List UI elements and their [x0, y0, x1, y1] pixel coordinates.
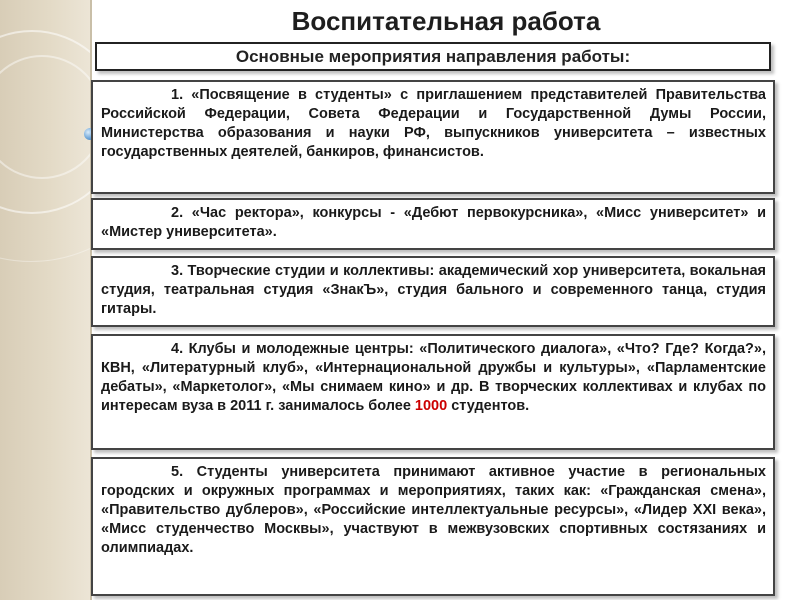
activity-item-3 [91, 256, 775, 327]
activity-text-part: студентов. [447, 398, 530, 414]
activity-text: 1. «Посвящение в студенты» с приглашением представителей Правительства Российской Федерации, Совета Федерации и Государственной Думы России, Министерства образования и науки РФ, выпускников университета – известных государственных деятелей, банкиров, финансистов. [101, 87, 766, 160]
activity-item-5 [91, 457, 775, 596]
decorative-sidebar [0, 0, 90, 600]
activity-item-4 [91, 334, 775, 450]
decorative-ring [0, 55, 90, 179]
activity-text [101, 340, 766, 416]
activity-text-part: 4. Клубы и молодежные центры: «Политического диалога», «Что? Где? Когда?», КВН, «Литературный клуб», «Интернациональной дружбы и культуры», «Парламентские дебаты», «Маркетолог», «Мы снимаем кино» и др. В творческих коллективах и клубах по интересам вуза в 2011 г. занималось более [101, 341, 766, 414]
activity-item-1 [91, 80, 775, 194]
activity-text: 3. Творческие студии и коллективы: академический хор университета, вокальная студия, театральная студия «ЗнакЪ», студия бального и современного танца, студия гитары. [101, 263, 766, 317]
slide-title: Воспитательная работа [291, 6, 601, 36]
activity-text: 2. «Час ректора», конкурсы - «Дебют первокурсника», «Мисс университет» и «Мистер университета». [101, 205, 766, 240]
student-count-highlight: 1000 [414, 398, 448, 414]
slide-subtitle: Основные мероприятия направления работы: [95, 42, 771, 71]
activity-text: 5. Студенты университета принимают активное участие в региональных городских и окружных программах и мероприятиях, таких как: «Гражданская смена», «Правительство дублеров», «Российские интеллектуальные ресурсы», «Лидер XXI века», «Мисс студенчество Москвы», участвуют в межвузовских спортивных состязаниях и олимпиадах. [101, 464, 766, 556]
activity-item-2 [91, 198, 775, 250]
